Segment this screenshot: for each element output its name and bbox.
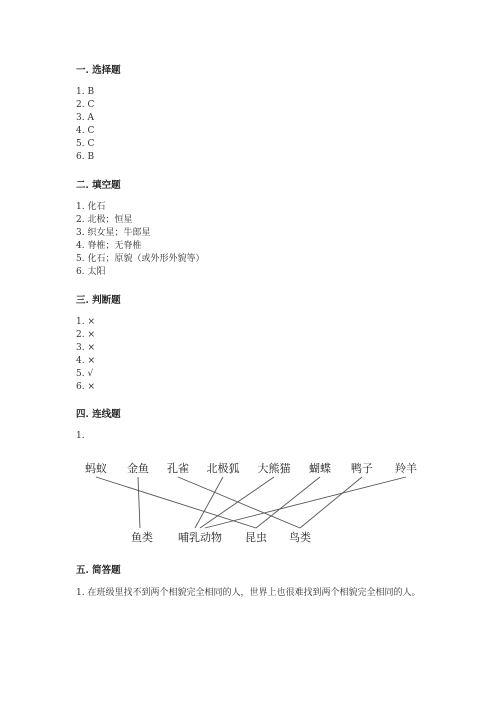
match-line-panda-mammal: [200, 477, 274, 528]
answer-line: 4. 脊椎；无脊椎: [76, 241, 142, 251]
match-line-butterfly-insect: [256, 477, 320, 528]
category-label-mammal: 哺乳动物: [178, 531, 222, 544]
category-label-insect: 昆虫: [245, 531, 267, 544]
answer-line: 5. √: [76, 369, 94, 379]
animal-label-butterfly: 蝴蝶: [309, 462, 331, 475]
animal-label-panda: 大熊猫: [257, 462, 291, 475]
answer-line: 5. C: [76, 139, 95, 149]
section-title-judge: 三. 判断题: [76, 295, 121, 306]
match-line-antelope-mammal: [205, 477, 406, 528]
answer-line: 6. ×: [76, 382, 95, 392]
section-title-short-answer: 五. 简答题: [76, 565, 121, 576]
animal-label-goldfish: 金鱼: [127, 462, 149, 475]
matching-diagram: [0, 455, 500, 555]
answer-line: 1. ×: [76, 317, 95, 327]
match-line-goldfish-fish: [138, 477, 140, 528]
match-line-ant-insect: [96, 477, 256, 528]
section-title-matching: 四. 连线题: [76, 409, 121, 420]
question-number: 1.: [76, 431, 85, 441]
animal-label-peacock: 孔雀: [167, 462, 189, 475]
match-line-arcticfox-mammal: [195, 477, 223, 528]
answer-line: 2. ×: [76, 330, 95, 340]
short-answer-text: 1. 在班级里找不到两个相貌完全相同的人，世界上也很难找到两个相貌完全相同的人。: [76, 588, 421, 598]
animal-label-antelope: 羚羊: [395, 462, 417, 475]
answer-line: 6. 太阳: [76, 267, 106, 277]
section-title-fill: 二. 填空题: [76, 180, 121, 191]
animal-label-arctic-fox: 北极狐: [206, 462, 240, 475]
match-line-peacock-bird: [178, 477, 300, 528]
answer-line: 3. ×: [76, 343, 95, 353]
answer-line: 4. C: [76, 126, 95, 136]
answer-line: 3. 织女星；牛郎星: [76, 228, 151, 238]
animal-label-ant: 蚂蚁: [85, 462, 107, 475]
answer-line: 5. 化石；原貌（或外形外貌等）: [76, 254, 205, 264]
answer-line: 2. 北极；恒星: [76, 215, 133, 225]
answer-line: 3. A: [76, 113, 94, 123]
animal-label-duck: 鸭子: [351, 462, 373, 475]
match-line-duck-bird: [300, 477, 362, 528]
answer-line: 6. B: [76, 152, 95, 162]
answer-line: 4. ×: [76, 356, 95, 366]
section-title-choice: 一. 选择题: [76, 65, 121, 76]
answer-line: 1. 化石: [76, 202, 106, 212]
category-label-bird: 鸟类: [289, 531, 311, 544]
category-label-fish: 鱼类: [131, 531, 153, 544]
answer-line: 1. B: [76, 87, 95, 97]
answer-line: 2. C: [76, 100, 95, 110]
